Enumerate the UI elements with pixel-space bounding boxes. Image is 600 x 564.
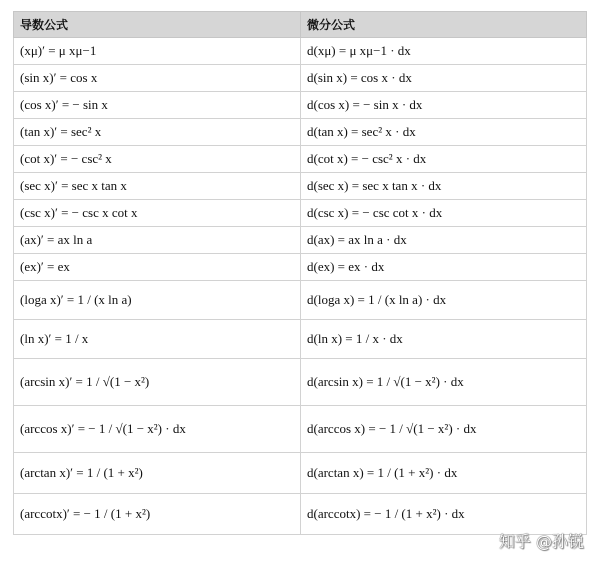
derivative-cell: (cot x)′ = − csc² x bbox=[14, 146, 301, 173]
header-derivative-formulas: 导数公式 bbox=[14, 12, 301, 38]
differential-cell: d(arctan x) = 1 / (1 + x²) · dx bbox=[301, 453, 587, 494]
differential-cell: d(cot x) = − csc² x · dx bbox=[301, 146, 587, 173]
table-row bbox=[14, 406, 587, 453]
table-row bbox=[14, 227, 587, 254]
derivative-cell: (arccotx)′ = − 1 / (1 + x²) bbox=[14, 494, 301, 535]
differential-cell: d(tan x) = sec² x · dx bbox=[301, 119, 587, 146]
table-row bbox=[14, 119, 587, 146]
formula-table bbox=[13, 11, 587, 535]
derivative-cell: (xμ)′ = μ xμ−1 bbox=[14, 38, 301, 65]
derivative-cell: (arccos x)′ = − 1 / √(1 − x²) · dx bbox=[14, 406, 301, 453]
differential-cell: d(ex) = ex · dx bbox=[301, 254, 587, 281]
table-row bbox=[14, 38, 587, 65]
differential-cell: d(xμ) = μ xμ−1 · dx bbox=[301, 38, 587, 65]
table-row bbox=[14, 200, 587, 227]
table-row bbox=[14, 65, 587, 92]
derivative-cell: (ex)′ = ex bbox=[14, 254, 301, 281]
header-differential-formulas: 微分公式 bbox=[301, 12, 587, 38]
differential-cell: d(sec x) = sec x tan x · dx bbox=[301, 173, 587, 200]
differential-cell: d(arccos x) = − 1 / √(1 − x²) · dx bbox=[301, 406, 587, 453]
derivative-cell: (tan x)′ = sec² x bbox=[14, 119, 301, 146]
table-row bbox=[14, 254, 587, 281]
differential-cell: d(ax) = ax ln a · dx bbox=[301, 227, 587, 254]
table-header-row bbox=[14, 12, 587, 38]
table-row bbox=[14, 320, 587, 359]
table-row bbox=[14, 453, 587, 494]
differential-cell: d(cos x) = − sin x · dx bbox=[301, 92, 587, 119]
watermark: 知乎 @孙锐 bbox=[498, 532, 584, 551]
table-row bbox=[14, 359, 587, 406]
derivative-cell: (csc x)′ = − csc x cot x bbox=[14, 200, 301, 227]
table-row bbox=[14, 146, 587, 173]
differential-cell: d(sin x) = cos x · dx bbox=[301, 65, 587, 92]
table-row bbox=[14, 173, 587, 200]
differential-cell: d(csc x) = − csc cot x · dx bbox=[301, 200, 587, 227]
derivative-cell: (cos x)′ = − sin x bbox=[14, 92, 301, 119]
differential-cell: d(loga x) = 1 / (x ln a) · dx bbox=[301, 281, 587, 320]
derivative-cell: (ln x)′ = 1 / x bbox=[14, 320, 301, 359]
derivative-cell: (sin x)′ = cos x bbox=[14, 65, 301, 92]
derivative-cell: (arcsin x)′ = 1 / √(1 − x²) bbox=[14, 359, 301, 406]
derivative-cell: (ax)′ = ax ln a bbox=[14, 227, 301, 254]
differential-cell: d(ln x) = 1 / x · dx bbox=[301, 320, 587, 359]
derivative-cell: (loga x)′ = 1 / (x ln a) bbox=[14, 281, 301, 320]
table-row bbox=[14, 92, 587, 119]
differential-cell: d(arcsin x) = 1 / √(1 − x²) · dx bbox=[301, 359, 587, 406]
derivative-cell: (sec x)′ = sec x tan x bbox=[14, 173, 301, 200]
differential-cell: d(arccotx) = − 1 / (1 + x²) · dx bbox=[301, 494, 587, 535]
derivative-cell: (arctan x)′ = 1 / (1 + x²) bbox=[14, 453, 301, 494]
table-row bbox=[14, 281, 587, 320]
